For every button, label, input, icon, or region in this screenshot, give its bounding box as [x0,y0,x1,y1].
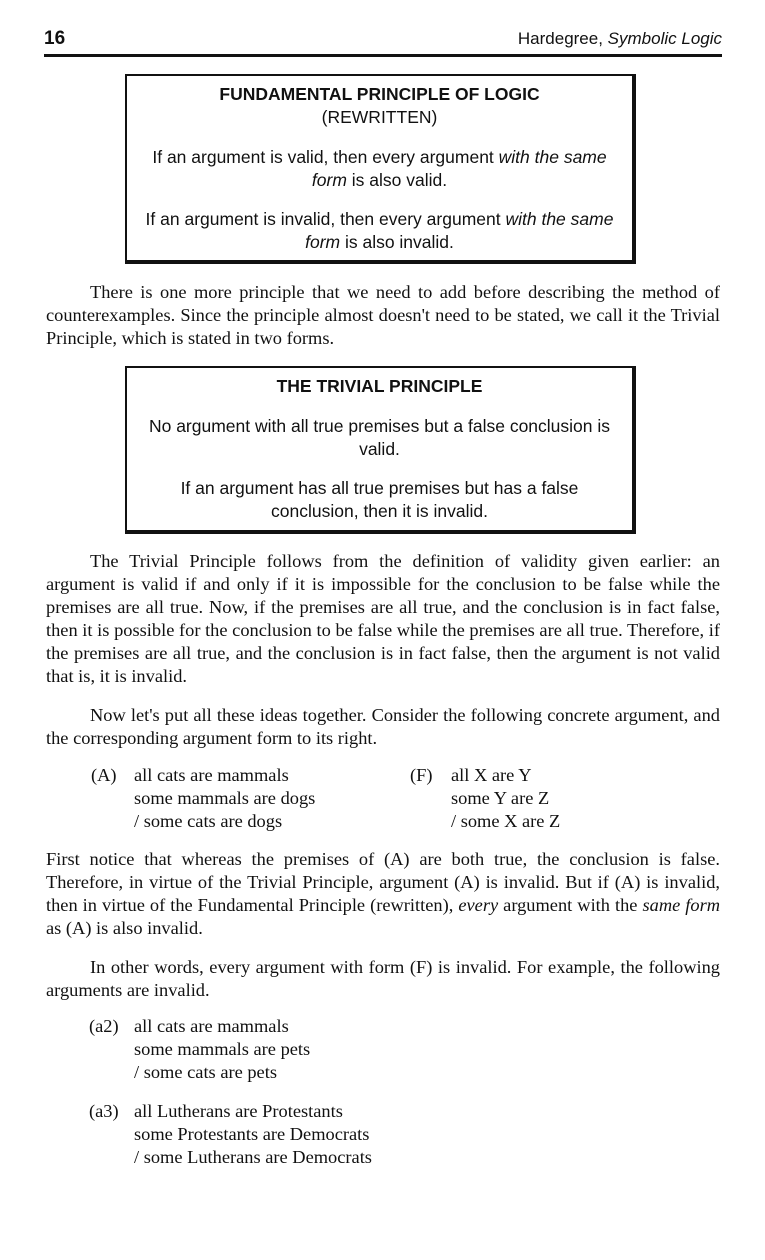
example-lines [134,1015,310,1084]
paragraph-text: In other words, every argument with form (F) is invalid. For example, the following arguments are invalid. [46,957,720,1000]
trivial-principle-box [125,366,636,534]
premise-1: all cats are mammals [134,765,289,785]
conclusion: / some cats are dogs [134,811,283,831]
text-span: is also invalid. [340,232,454,252]
example-label: (a3) [89,1101,119,1121]
premise-1: all Lutherans are Protestants [134,1101,343,1121]
example-lines [134,1100,372,1169]
box-title: FUNDAMENTAL PRINCIPLE OF LOGIC [219,84,540,104]
emphasis: every [458,895,499,915]
premise-1: all X are Y [451,765,532,785]
example-lines [134,764,315,833]
premise-2: some Y are Z [451,788,550,808]
paragraph-text [46,848,720,940]
conclusion: / some cats are pets [134,1062,277,1082]
running-title [518,29,722,49]
trivial-form-2: If an argument has all true premises but has a false conclusion, then it is invalid. [180,478,579,521]
example-label: (a2) [89,1016,119,1036]
text-span: If an argument is invalid, then every argument [145,209,506,229]
premise-1: all cats are mammals [134,1016,289,1036]
paragraph-other-words [46,956,720,1002]
emphasis: same form [642,895,721,915]
example-a2 [89,1015,489,1085]
paragraph-first-notice [46,848,720,940]
text-span: as (A) is also invalid. [46,918,203,938]
author-name: Hardegree, [517,29,608,48]
premise-2: some Protestants are Democrats [134,1124,370,1144]
paragraph-intro-trivial [46,281,720,350]
premise-2: some mammals are pets [134,1039,311,1059]
running-head [44,28,722,52]
example-a3 [89,1100,489,1170]
box-title: THE TRIVIAL PRINCIPLE [276,376,483,396]
paragraph-text: There is one more principle that we need to add before describing the method of counterexamples. Since the principle almost doesn't need to be stated, we call it the Trivial Principle, which is stated in two forms. [46,282,720,348]
box-subtitle: (REWRITTEN) [321,107,438,127]
example-F [410,764,660,834]
emphasis: with the same form [305,209,614,252]
premise-2: some mammals are dogs [134,788,316,808]
header-rule [44,54,722,57]
trivial-form-1: No argument with all true premises but a false conclusion is valid. [148,416,611,459]
text-span: is also valid. [346,170,448,190]
example-label: (A) [91,765,117,785]
principle-invalid [141,208,618,254]
example-A [91,764,391,834]
principle-valid [141,146,618,192]
paragraph-together [46,704,720,750]
paragraph-text: The Trivial Principle follows from the definition of validity given earlier: an argument is valid if and only if it is impossible for the conclusion to be false while the premises are all true. Now, if the premises are all true, and the conclusion is in fact false, then it is possible for the conclusion to be false while the premises are all true. Therefore, if the premises are all true, and the conclusion is in fact false, then the argument is not valid that is, it is invalid. [46,551,720,686]
text-span: First notice that whereas the premises of (A) are both true, the conclusion is false. Therefore, in virtue of the Trivial Principle, argument (A) is invalid. But if (A) is invalid, then in virtue of the Fundamental Principle (rewritten), [46,849,720,915]
book-title: Symbolic Logic [607,29,722,48]
text-span: If an argument is valid, then every argument [152,147,499,167]
emphasis: with the same form [311,147,607,190]
text-span: argument with the [498,895,643,915]
example-label: (F) [410,765,433,785]
conclusion: / some X are Z [451,811,561,831]
paragraph-text: Now let's put all these ideas together. Consider the following concrete argument, and the corresponding argument form to its right. [46,705,720,748]
fundamental-principle-box [125,74,636,264]
conclusion: / some Lutherans are Democrats [134,1147,372,1167]
page-number: 16 [44,28,66,49]
example-lines [451,764,560,833]
paragraph-follows [46,550,720,688]
